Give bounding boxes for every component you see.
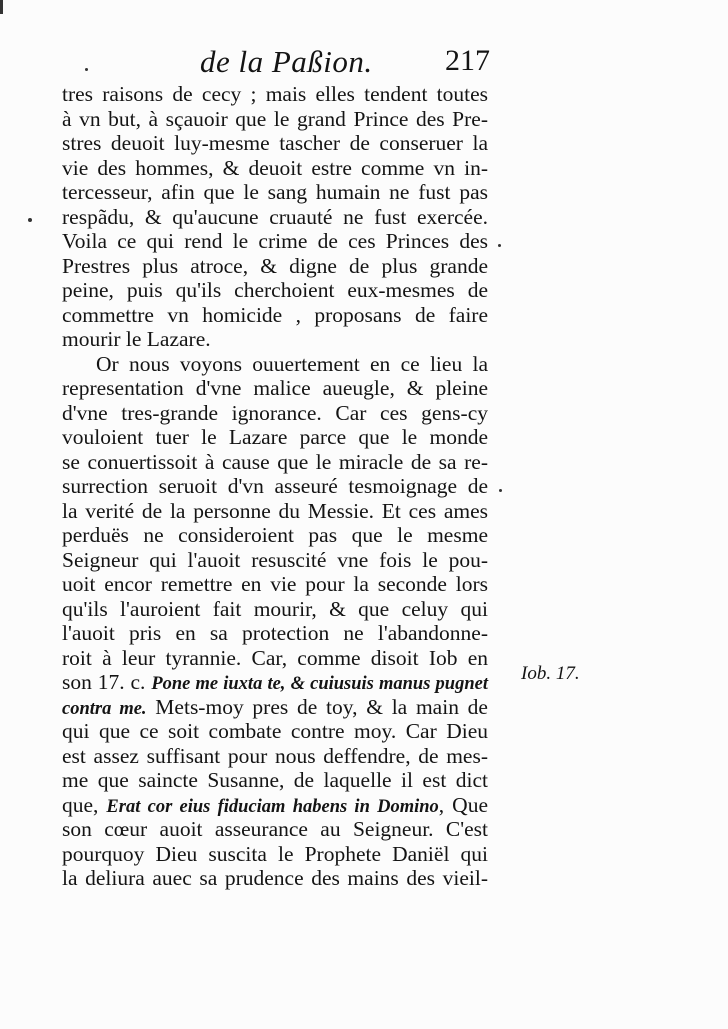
body-text	[62, 82, 488, 891]
running-head	[200, 44, 490, 84]
text-line	[62, 670, 488, 695]
text-line: vouloient tuer le Lazare parce que le monde	[62, 425, 488, 449]
text-line: se conuertissoit à cause que le miracle de sa re-	[62, 449, 488, 474]
text-line: commettre vn homicide , proposans de faire	[62, 302, 488, 327]
corner-mark	[0, 0, 17, 14]
page-number: 217	[445, 44, 490, 77]
text-line	[62, 793, 488, 818]
text-line: tres raisons de cecy ; mais elles tendent toutes	[62, 82, 488, 106]
text-line: la deliura auec sa prudence des mains des vieil-	[62, 866, 488, 890]
text-line: Prestres plus atroce, & digne de plus grande	[62, 253, 488, 278]
text-line-roman: que,	[62, 792, 107, 817]
text-line: Or nous voyons ouuertement en ce lieu la	[96, 351, 488, 376]
text-line-roman: son 17. c.	[62, 670, 152, 694]
text-line: est assez suffisant pour nous deffendre, de mes-	[62, 743, 488, 768]
text-line: d'vne tres-grande ignorance. Car ces gens-cy	[62, 400, 488, 425]
running-title: de la Paßion.	[200, 44, 373, 79]
text-line: stres deuoit luy-mesme tascher de conseruer la	[62, 131, 488, 155]
text-line: uoit encor remettre en vie pour la seconde lors	[62, 572, 488, 596]
text-line: perduës ne consideroient pas que le mesme	[62, 523, 488, 547]
text-line: respãdu, & qu'aucune cruauté ne fust exercée.	[62, 204, 488, 229]
latin-quote: Erat cor eius fiduciam habens in Domino	[106, 796, 439, 817]
text-line: Voila ce qui rend le crime de ces Princes des	[62, 229, 488, 253]
ink-speck	[85, 68, 88, 71]
text-line-roman: , Que	[438, 792, 488, 817]
text-line: son cœur auoit asseurance au Seigneur. C'est	[62, 817, 488, 841]
text-line: mourir le Lazare.	[62, 327, 211, 351]
margin-note: Iob. 17.	[521, 663, 580, 684]
text-line: l'auoit pris en sa protection ne l'abandonne-	[62, 621, 488, 645]
text-line-roman: Mets-moy pres de toy, & la main de	[146, 694, 488, 719]
latin-quote: Pone me iuxta te, & cuiusuis manus pugnet	[151, 674, 488, 694]
ink-speck	[28, 218, 32, 222]
ink-speck	[499, 489, 502, 492]
text-line: tercesseur, afin que le sang humain ne fust pas	[62, 180, 488, 204]
text-line: peine, puis qu'ils cherchoient eux-mesmes de	[62, 278, 488, 302]
text-line: surrection seruoit d'vn asseuré tesmoignage de	[62, 474, 488, 498]
text-line	[62, 695, 488, 720]
text-line: la verité de la personne du Messie. Et ces ames	[62, 498, 488, 523]
ink-speck	[498, 244, 501, 247]
text-line: à vn but, à sçauoir que le grand Prince des Pre-	[62, 106, 488, 131]
text-line: Seigneur qui l'auoit resuscité vne fois le pou-	[62, 547, 488, 572]
latin-quote: contra me.	[62, 698, 147, 719]
text-line: me que saincte Susanne, de laquelle il est dict	[62, 768, 488, 792]
text-line: roit à leur tyrannie. Car, comme disoit Iob en	[62, 645, 488, 670]
text-line: vie des hommes, & deuoit estre comme vn in-	[62, 155, 488, 180]
text-line: representation d'vne malice aueugle, & pleine	[62, 376, 488, 400]
text-line: pourquoy Dieu suscita le Prophete Daniël qui	[62, 841, 488, 866]
text-line: qu'ils l'auroient fait mourir, & que celuy qui	[62, 596, 488, 621]
text-line: qui que ce soit combate contre moy. Car Dieu	[62, 719, 488, 743]
